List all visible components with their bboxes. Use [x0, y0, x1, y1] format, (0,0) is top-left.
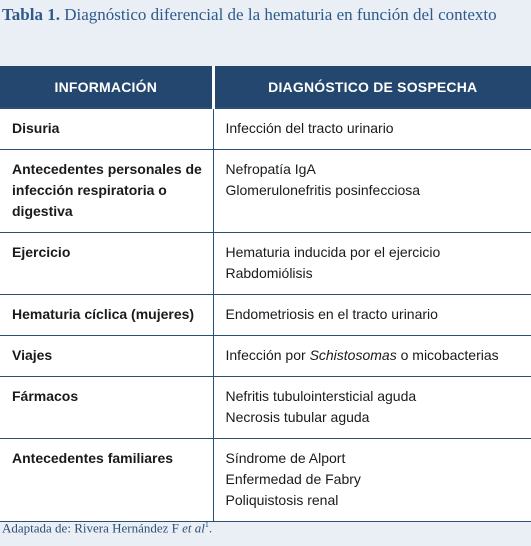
diagnosis-text-before: Infección por — [225, 347, 310, 363]
diagnosis-item: Endometriosis en el tracto urinario — [225, 306, 438, 322]
info-cell: Disuria — [0, 108, 213, 150]
diagnosis-item — [226, 345, 522, 366]
diagnosis-item: Necrosis tubular aguda — [225, 409, 370, 425]
diagnosis-cell — [213, 150, 531, 233]
column-header-info: INFORMACIÓN — [0, 66, 213, 108]
info-cell: Antecedentes familiares — [0, 439, 213, 522]
diagnosis-item: Poliquistosis renal — [225, 492, 339, 508]
diagnosis-cell — [213, 295, 531, 336]
table-row — [0, 150, 531, 233]
source-prefix: Adaptada de: Rivera Hernández F — [2, 520, 183, 536]
table-row — [0, 295, 531, 336]
info-cell: Antecedentes personales de infección respiratoria o digestiva — [0, 150, 213, 233]
info-cell: Viajes — [0, 336, 213, 377]
diagnosis-item: Glomerulonefritis posinfecciosa — [225, 182, 421, 198]
table-caption — [2, 3, 527, 27]
diagnosis-item: Enfermedad de Fabry — [225, 471, 361, 487]
diagnosis-item: Nefropatía IgA — [225, 161, 316, 177]
diagnosis-item: Síndrome de Alport — [225, 450, 346, 466]
diagnosis-cell — [213, 439, 531, 522]
diagnosis-text-italic: Schistosomas — [309, 347, 397, 363]
table-row — [0, 233, 531, 295]
source-italic: et al — [182, 520, 205, 536]
table-row — [0, 439, 531, 522]
source-ref: 1 — [204, 520, 209, 529]
diagnosis-cell — [213, 336, 531, 377]
table-header-row — [0, 66, 531, 108]
source-note — [2, 520, 212, 536]
info-cell: Fármacos — [0, 377, 213, 439]
differential-diagnosis-table — [0, 66, 531, 522]
table-row — [0, 377, 531, 439]
caption-text: Diagnóstico diferencial de la hematuria en función del contexto — [64, 5, 497, 24]
column-header-diagnosis: DIAGNÓSTICO DE SOSPECHA — [213, 66, 531, 108]
table-row — [0, 336, 531, 377]
diagnosis-cell — [213, 233, 531, 295]
table-row — [0, 108, 531, 150]
diagnosis-item: Nefritis tubulointersticial aguda — [225, 388, 417, 404]
info-cell: Hematuria cíclica (mujeres) — [0, 295, 213, 336]
caption-label: Tabla 1. — [2, 5, 60, 24]
source-suffix: . — [208, 520, 213, 536]
diagnosis-item: Rabdomiólisis — [225, 265, 313, 281]
diagnosis-text-after: o micobacterias — [396, 347, 499, 363]
diagnosis-item: Infección del tracto urinario — [225, 120, 394, 136]
info-cell: Ejercicio — [0, 233, 213, 295]
diagnosis-item: Hematuria inducida por el ejercicio — [225, 244, 441, 260]
diagnosis-cell — [213, 108, 531, 150]
diagnosis-cell — [213, 377, 531, 439]
